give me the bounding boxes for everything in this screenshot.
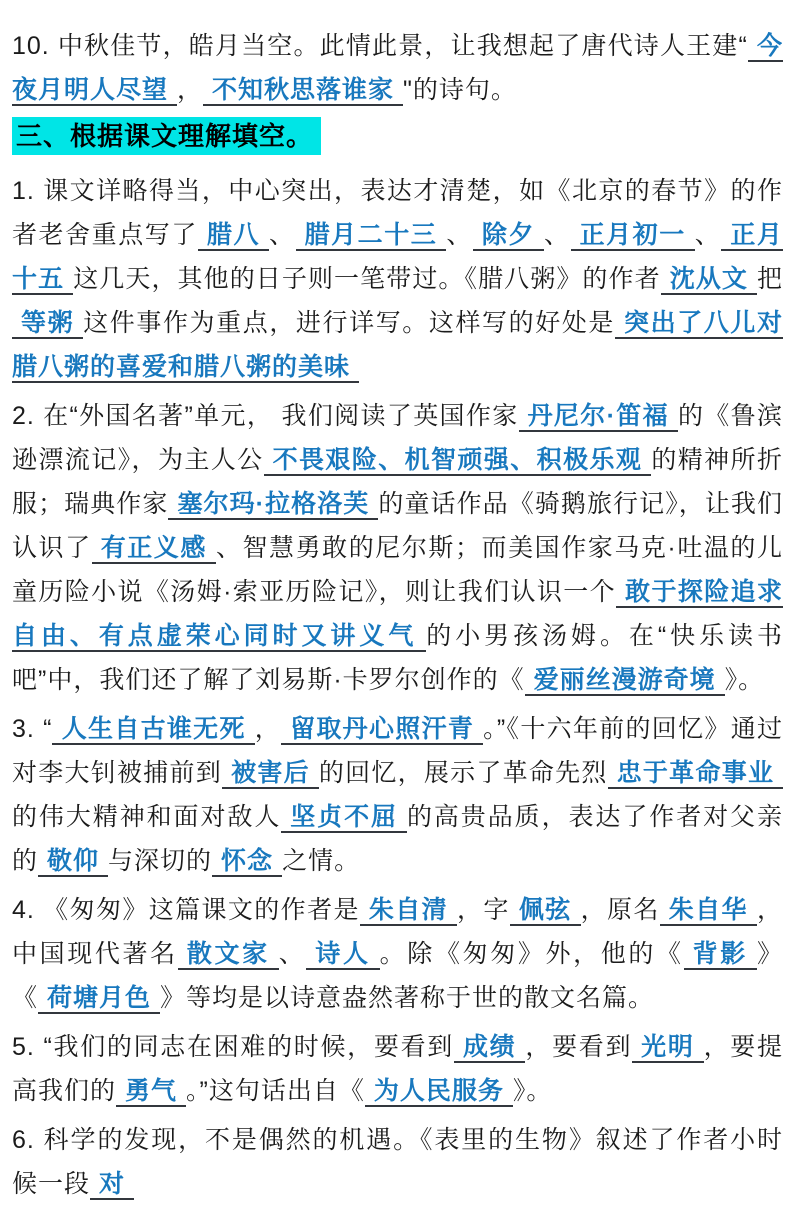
answer-blank: 朱自华	[660, 896, 757, 926]
body-text: 这件事作为重点，进行详写。这样写的好处是	[83, 309, 616, 337]
question-paragraph	[12, 1025, 783, 1113]
answer-blank: 敬仰	[38, 847, 108, 877]
body-text: 的小男孩汤姆。在“快乐读书吧”中，我们还了解了刘易斯·卡罗尔创作的《	[12, 622, 783, 694]
body-text: "的诗句。	[403, 76, 517, 104]
answer-blank: 塞尔玛·拉格洛芙	[168, 490, 378, 520]
answer-blank: 沈从文	[661, 265, 757, 295]
body-text: 》。	[724, 666, 765, 694]
body-text: 的《鲁滨逊漂流记》，为主人公	[12, 402, 783, 474]
body-text: 2. 在“外国名著”单元， 我们阅读了英国作家	[12, 402, 519, 430]
body-text: 》《	[12, 940, 783, 1012]
section-heading-line	[12, 117, 783, 163]
answer-blank: 除夕	[473, 221, 544, 251]
answer-blank: 对	[90, 1170, 134, 1200]
answer-blank: 不知秋思落谁家	[203, 76, 403, 106]
body-text: 10. 中秋佳节，皓月当空。此情此景，让我想起了唐代诗人王建“	[12, 32, 748, 60]
body-text: 、智慧勇敢的尼尔斯；而美国作家马克·吐温的儿童历险小说《汤姆·索亚历险记》，则让我们认识一个	[12, 534, 783, 606]
body-text: 》等均是以诗意盎然著称于世的散文名篇。	[160, 984, 655, 1012]
answer-blank: 有正义感	[92, 534, 216, 564]
answer-blank: 爱丽丝漫游奇境	[525, 666, 725, 696]
body-text: 与深切的	[108, 847, 213, 875]
answer-blank: 丹尼尔·笛福	[519, 402, 678, 432]
body-text: 3. “	[12, 715, 53, 743]
answer-blank: 正月十五	[12, 221, 783, 293]
question-paragraph	[12, 169, 783, 389]
answer-blank: 留取丹心照汗青	[281, 715, 483, 745]
body-text: 、	[694, 221, 722, 249]
body-text: ，	[177, 76, 204, 104]
body-text: 。除《匆匆》外，他的《	[379, 940, 684, 968]
section-heading: 三、根据课文理解填空。	[12, 117, 321, 155]
answer-blank: 朱自清	[360, 896, 457, 926]
body-text: 4. 《匆匆》这篇课文的作者是	[12, 896, 360, 924]
body-text: 这几天，其他的日子则一笔带过。《腊八粥》的作者	[73, 265, 661, 293]
document-body	[12, 24, 783, 1206]
answer-blank: 光明	[632, 1033, 703, 1063]
answer-blank: 敢于探险追求自由、有点虚荣心同时又讲义气	[12, 578, 783, 650]
body-text: 6. 科学的发现，不是偶然的机遇。《表里的生物》叙述了作者小时候一段	[12, 1126, 783, 1198]
answer-blank: 正月初一	[571, 221, 695, 251]
answer-blank: 成绩	[454, 1033, 525, 1063]
answer-blank: 不畏艰险、机智顽强、积极乐观	[264, 446, 652, 476]
body-text: 的精神所折服；瑞典作家	[12, 446, 783, 518]
question-paragraph	[12, 1118, 783, 1206]
body-text: 、	[278, 940, 307, 968]
body-text: 的回忆，展示了革命先烈	[318, 759, 608, 787]
body-text: 、	[544, 221, 571, 249]
question-paragraph	[12, 394, 783, 702]
body-text: 的童话作品《骑鹅旅行记》，让我们认识了	[12, 490, 783, 562]
question-paragraph	[12, 24, 783, 112]
body-text: ，中国现代著名	[12, 896, 783, 968]
question-paragraph	[12, 707, 783, 883]
answer-blank: 忠于革命事业	[608, 759, 783, 789]
answer-blank: 佩弦	[510, 896, 581, 926]
answer-blank: 腊八	[198, 221, 269, 251]
body-text: 5. “我们的同志在困难的时候，要看到	[12, 1033, 454, 1061]
answer-blank: 怀念	[212, 847, 282, 877]
body-text: 。”这句话出自《	[186, 1077, 365, 1105]
answer-blank: 被害后	[222, 759, 319, 789]
answer-blank: 为人民服务	[365, 1077, 513, 1107]
answer-blank: 诗人	[306, 940, 379, 970]
body-text: 的高贵品质，表达了作者对父亲的	[12, 803, 783, 875]
body-text: 、	[269, 221, 296, 249]
answer-blank: 荷塘月色	[38, 984, 160, 1014]
body-text: ，字	[457, 896, 510, 924]
body-text: ，原名	[580, 896, 660, 924]
answer-blank: 勇气	[116, 1077, 186, 1107]
body-text: 、	[446, 221, 473, 249]
body-text: ，要看到	[525, 1033, 633, 1061]
body-text: 把	[756, 265, 783, 293]
answer-blank: 等粥	[12, 309, 83, 339]
body-text: 之情。	[282, 847, 361, 875]
answer-blank: 突出了八儿对腊八粥的喜爱和腊八粥的美味	[12, 309, 783, 381]
answer-blank: 今夜月明人尽望	[12, 32, 783, 104]
body-text: 。”《十六年前的回忆》通过对李大钊被捕前到	[12, 715, 783, 787]
answer-blank: 腊月二十三	[296, 221, 447, 251]
answer-blank: 背影	[684, 940, 757, 970]
question-paragraph	[12, 888, 783, 1020]
answer-blank: 坚贞不屈	[281, 803, 407, 833]
answer-blank: 人生自古谁无死	[52, 715, 254, 745]
body-text: ，	[254, 715, 282, 743]
body-text: 》。	[512, 1077, 553, 1105]
answer-blank: 散文家	[178, 940, 279, 970]
body-text: ，要提高我们的	[12, 1033, 783, 1105]
body-text: 1. 课文详略得当，中心突出，表达才清楚，如《北京的春节》的作者老舍重点写了	[12, 177, 783, 249]
body-text: 的伟大精神和面对敌人	[12, 803, 282, 831]
